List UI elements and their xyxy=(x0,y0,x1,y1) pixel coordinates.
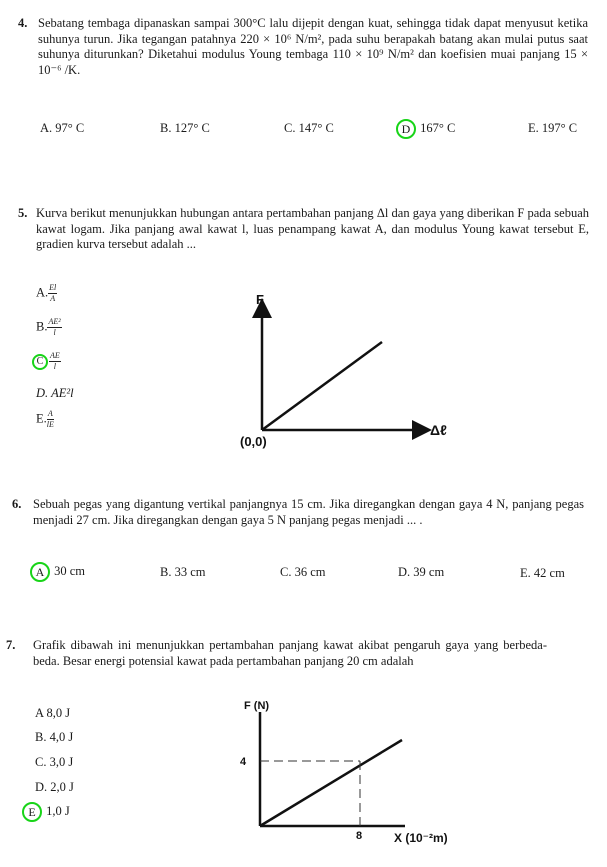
q5-option-e-fraction: $\frac{A}{lE}$ xyxy=(46,409,54,429)
q5-number: 5. xyxy=(18,206,28,220)
q5-option-b-fraction: $\frac{\text{AE²}}{l}$ xyxy=(48,317,61,337)
q5-option-d-text: AE²l xyxy=(51,386,74,400)
q5-option-e[interactable] xyxy=(36,410,54,429)
q7-option-a-text: 8,0 J xyxy=(46,706,71,720)
q4-option-b-text: 127° C xyxy=(174,121,210,135)
q5-text: Kurva berikut menunjukkan hubungan antara pertambahan panjang Δl dan gaya yang diberikan F pada sebuah kawat logam. Jika panjang awal kawat l, luas penampang kawat A, dan modulus Young kawat tersebut E, gradien kurva tersebut adalah ... xyxy=(36,206,589,252)
q7-option-c-text: 3,0 J xyxy=(49,755,74,769)
q7-option-e-text: 1,0 J xyxy=(46,803,70,818)
q7-option-e[interactable] xyxy=(22,802,70,822)
q5-option-b-letter: B. xyxy=(36,319,48,334)
q6-option-b-text: 33 cm xyxy=(174,565,206,579)
q4-option-d-text: 167° C xyxy=(420,120,456,135)
q4-option-e-text: 197° C xyxy=(541,121,578,135)
q7-option-c-letter: C. xyxy=(35,755,47,769)
q5-option-d-letter: D. xyxy=(36,386,49,400)
q4-option-c-letter: C. xyxy=(284,121,296,135)
q4-option-c[interactable] xyxy=(284,121,334,137)
q7-x-tick-label: 8 xyxy=(356,830,363,842)
q6-option-b-letter: B. xyxy=(160,565,172,579)
q6-text: Sebuah pegas yang digantung vertikal panjangnya 15 cm. Jika diregangkan dengan gaya 4 N, panjang pegas menjadi 27 cm. Jika diregangkan dengan gaya 5 N panjang pegas menjadi ... . xyxy=(33,497,584,527)
q6-option-d-text: 39 cm xyxy=(413,565,445,579)
q7-graph-line xyxy=(260,740,402,826)
q5-answer-circle-c: C xyxy=(32,354,48,370)
q6-option-e-text: 42 cm xyxy=(533,566,565,580)
q5-graph-line xyxy=(262,342,382,430)
q5-option-e-letter: E. xyxy=(36,411,47,426)
q7-number: 7. xyxy=(6,638,16,652)
q7-x-label: X (10⁻²m) xyxy=(394,831,448,845)
q5-y-label: F xyxy=(256,292,264,307)
q5-option-b[interactable] xyxy=(36,318,62,337)
q7-option-a-letter: A xyxy=(35,706,44,720)
q7-option-d-text: 2,0 J xyxy=(50,780,74,794)
q4-number: 4. xyxy=(18,16,28,30)
q6-option-c-letter: C. xyxy=(280,565,292,579)
q7-text: Grafik dibawah ini menunjukkan pertambahan panjang kawat akibat pengaruh gaya yang berbeda-beda. Besar energi potensial kawat pada pertambahan panjang 20 cm adalah xyxy=(33,638,547,668)
q4-answer-circle-d: D xyxy=(396,119,416,139)
q7-option-a[interactable] xyxy=(35,706,70,722)
q5-option-c[interactable] xyxy=(32,352,61,371)
q6-option-e-letter: E. xyxy=(520,566,531,580)
q5-option-c-fraction: $\frac{AE}{l}$ xyxy=(50,351,60,371)
q4-option-b[interactable] xyxy=(160,121,210,137)
q6-option-c[interactable] xyxy=(280,565,326,581)
q6-option-c-text: 36 cm xyxy=(294,565,326,579)
q7-option-b-text: 4,0 J xyxy=(49,730,74,744)
q4-text: Sebatang tembaga dipanaskan sampai 300°C lalu dijepit dengan kuat, sehingga tidak dapat menyusut ketika suhunya turun. Jika tegangan patahnya 220 × 10⁶ N/m², pada suhu berapakah batang akan mulai putus saat suhunya diturunkan? Diketahui modulus Young tembaga 110 × 10⁹ N/m² dan koefisien muai panjang 15 × 10⁻⁶ /K. xyxy=(38,16,588,77)
q6-option-b[interactable] xyxy=(160,565,206,581)
q6-option-d-letter: D. xyxy=(398,565,411,579)
q4-option-b-letter: B. xyxy=(160,121,172,135)
q4-option-a-letter: A. xyxy=(40,121,53,135)
q4-option-a[interactable] xyxy=(40,121,84,137)
q4-option-e[interactable] xyxy=(528,121,577,137)
q5-option-a-letter: A. xyxy=(36,285,49,300)
q4-option-e-letter: E. xyxy=(528,121,539,135)
q7-option-b[interactable] xyxy=(35,730,73,746)
q7-option-b-letter: B. xyxy=(35,730,47,744)
q7-y-label: F (N) xyxy=(244,700,270,712)
q6-option-e[interactable] xyxy=(520,566,565,582)
q7-option-d[interactable] xyxy=(35,780,74,796)
q6-answer-circle-a: A xyxy=(30,562,50,582)
q7-graph xyxy=(230,696,490,846)
q6-option-d[interactable] xyxy=(398,565,444,581)
q4-option-c-text: 147° C xyxy=(298,121,334,135)
q6-number: 6. xyxy=(12,497,22,511)
q7-option-c[interactable] xyxy=(35,755,73,771)
q5-option-d[interactable] xyxy=(36,386,74,402)
q5-graph xyxy=(230,290,470,450)
q6-option-a[interactable] xyxy=(30,562,85,582)
q5-option-a-fraction: $\frac{El}{A}$ xyxy=(49,283,57,303)
q5-option-a[interactable] xyxy=(36,284,57,303)
q5-x-label: Δℓ xyxy=(430,422,447,438)
q4-option-a-text: 97° C xyxy=(55,121,85,135)
q4-option-d[interactable] xyxy=(396,119,455,139)
q6-option-a-text: 30 cm xyxy=(54,563,86,578)
q7-y-tick-label: 4 xyxy=(240,756,247,768)
q7-option-d-letter: D. xyxy=(35,780,48,794)
q7-answer-circle-e: E xyxy=(22,802,42,822)
q5-origin-label: (0,0) xyxy=(240,434,267,449)
